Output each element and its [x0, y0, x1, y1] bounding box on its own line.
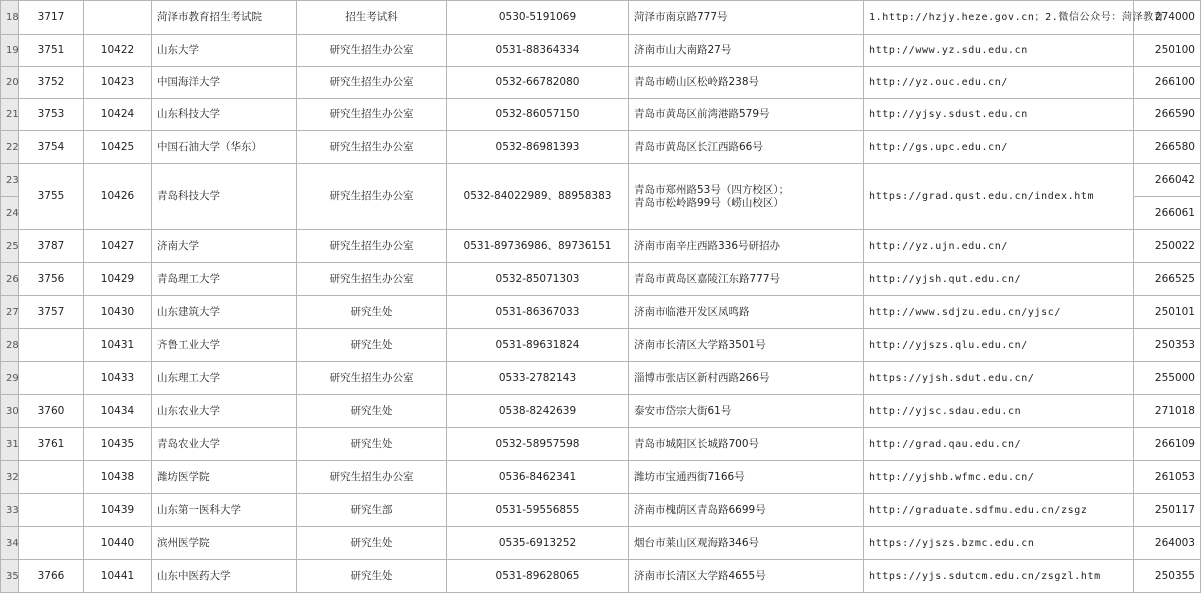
table-row [1, 296, 1201, 329]
cell-code[interactable] [19, 527, 84, 560]
cell-postal[interactable]: 250117 [1134, 494, 1201, 527]
cell-dept[interactable]: 研究生招生办公室 [297, 263, 447, 296]
row-header[interactable]: 26 [1, 263, 19, 296]
cell-site[interactable]: http://yjsy.sdust.edu.cn [864, 99, 1134, 131]
cell-code[interactable]: 3757 [19, 296, 84, 329]
row-header[interactable]: 34 [1, 527, 19, 560]
cell-addr[interactable]: 济南市槐荫区青岛路6699号 [629, 494, 864, 527]
cell-postal[interactable]: 261053 [1134, 461, 1201, 494]
cell-uni-code[interactable]: 10433 [84, 362, 152, 395]
cell-name[interactable]: 滨州医学院 [152, 527, 297, 560]
table-row [1, 99, 1201, 131]
address-line: 青岛市松岭路99号（崂山校区） [634, 196, 784, 209]
cell-code[interactable]: 3755 [19, 164, 84, 230]
cell-code[interactable] [19, 461, 84, 494]
row-header[interactable]: 20 [1, 67, 19, 99]
cell-uni-code[interactable]: 10441 [84, 560, 152, 593]
cell-name[interactable]: 菏泽市教育招生考试院 [152, 1, 297, 35]
cell-tel[interactable]: 0532-86981393 [447, 131, 629, 164]
cell-postal[interactable]: 266109 [1134, 428, 1201, 461]
cell-name[interactable]: 山东第一医科大学 [152, 494, 297, 527]
cell-uni-code[interactable]: 10423 [84, 67, 152, 99]
cell-dept[interactable]: 研究生处 [297, 395, 447, 428]
cell-tel[interactable]: 0533-2782143 [447, 362, 629, 395]
row-header[interactable]: 27 [1, 296, 19, 329]
cell-postal[interactable]: 264003 [1134, 527, 1201, 560]
cell-site[interactable]: http://yjsh.qut.edu.cn/ [864, 263, 1134, 296]
cell-uni-code[interactable]: 10427 [84, 230, 152, 263]
row-header[interactable]: 35 [1, 560, 19, 593]
cell-site[interactable]: http://gs.upc.edu.cn/ [864, 131, 1134, 164]
row-header[interactable]: 23 [1, 164, 19, 197]
cell-code[interactable] [19, 329, 84, 362]
cell-addr[interactable]: 潍坊市宝通西街7166号 [629, 461, 864, 494]
row-header[interactable]: 22 [1, 131, 19, 164]
row-header[interactable]: 33 [1, 494, 19, 527]
cell-postal[interactable]: 250101 [1134, 296, 1201, 329]
cell-addr[interactable]: 济南市长清区大学路4655号 [629, 560, 864, 593]
cell-tel[interactable]: 0531-89736986、89736151 [447, 230, 629, 263]
table-row [1, 35, 1201, 67]
cell-tel[interactable]: 0532-58957598 [447, 428, 629, 461]
cell-name[interactable]: 山东农业大学 [152, 395, 297, 428]
cell-dept[interactable]: 研究生处 [297, 329, 447, 362]
cell-dept[interactable]: 研究生处 [297, 527, 447, 560]
cell-dept[interactable]: 研究生处 [297, 428, 447, 461]
cell-code[interactable]: 3766 [19, 560, 84, 593]
cell-name[interactable]: 中国石油大学（华东） [152, 131, 297, 164]
cell-addr[interactable]: 青岛市黄岛区嘉陵江东路777号 [629, 263, 864, 296]
cell-uni-code[interactable]: 10431 [84, 329, 152, 362]
cell-uni-code[interactable]: 10439 [84, 494, 152, 527]
cell-code[interactable] [19, 494, 84, 527]
cell-addr[interactable]: 青岛市崂山区松岭路238号 [629, 67, 864, 99]
table-row [1, 329, 1201, 362]
cell-tel[interactable]: 0531-88364334 [447, 35, 629, 67]
row-header[interactable]: 25 [1, 230, 19, 263]
table-row [1, 494, 1201, 527]
cell-name[interactable]: 山东理工大学 [152, 362, 297, 395]
cell-site[interactable]: http://yjshb.wfmc.edu.cn/ [864, 461, 1134, 494]
table-row [1, 428, 1201, 461]
cell-dept[interactable]: 研究生招生办公室 [297, 99, 447, 131]
cell-dept[interactable]: 招生考试科 [297, 1, 447, 35]
row-header[interactable]: 24 [1, 197, 19, 230]
cell-dept[interactable]: 研究生招生办公室 [297, 131, 447, 164]
cell-site[interactable]: http://www.sdjzu.edu.cn/yjsc/ [864, 296, 1134, 329]
table-row [1, 560, 1201, 593]
cell-code[interactable]: 3787 [19, 230, 84, 263]
cell-addr[interactable]: 烟台市莱山区观海路346号 [629, 527, 864, 560]
cell-tel[interactable]: 0531-59556855 [447, 494, 629, 527]
cell-code[interactable]: 3756 [19, 263, 84, 296]
cell-addr[interactable]: 青岛市城阳区长城路700号 [629, 428, 864, 461]
cell-uni-code[interactable]: 10434 [84, 395, 152, 428]
cell-tel[interactable]: 0532-86057150 [447, 99, 629, 131]
cell-tel[interactable]: 0535-6913252 [447, 527, 629, 560]
cell-name[interactable]: 潍坊医学院 [152, 461, 297, 494]
cell-code[interactable]: 3752 [19, 67, 84, 99]
table-body [1, 1, 1201, 593]
cell-site[interactable]: http://yz.ujn.edu.cn/ [864, 230, 1134, 263]
cell-dept[interactable]: 研究生招生办公室 [297, 230, 447, 263]
cell-tel[interactable]: 0530-5191069 [447, 1, 629, 35]
cell-name[interactable]: 济南大学 [152, 230, 297, 263]
row-header[interactable]: 29 [1, 362, 19, 395]
cell-code[interactable]: 3754 [19, 131, 84, 164]
cell-site[interactable]: https://yjsh.sdut.edu.cn/ [864, 362, 1134, 395]
cell-postal[interactable]: 266042 [1134, 164, 1201, 197]
cell-code[interactable]: 3751 [19, 35, 84, 67]
cell-uni-code[interactable]: 10440 [84, 527, 152, 560]
row-header[interactable]: 31 [1, 428, 19, 461]
cell-tel[interactable]: 0538-8242639 [447, 395, 629, 428]
cell-uni-code[interactable]: 10438 [84, 461, 152, 494]
cell-tel[interactable]: 0531-89631824 [447, 329, 629, 362]
cell-uni-code[interactable]: 10424 [84, 99, 152, 131]
cell-postal[interactable]: 266580 [1134, 131, 1201, 164]
cell-name[interactable]: 青岛科技大学 [152, 164, 297, 230]
cell-code[interactable]: 3761 [19, 428, 84, 461]
cell-postal[interactable]: 250022 [1134, 230, 1201, 263]
cell-tel[interactable]: 0532-66782080 [447, 67, 629, 99]
cell-tel[interactable]: 0532-84022989、88958383 [447, 164, 629, 230]
cell-postal[interactable]: 266590 [1134, 99, 1201, 131]
cell-postal[interactable]: 266525 [1134, 263, 1201, 296]
table-row [1, 395, 1201, 428]
cell-dept[interactable]: 研究生招生办公室 [297, 164, 447, 230]
cell-dept[interactable]: 研究生处 [297, 560, 447, 593]
table-row [1, 263, 1201, 296]
cell-uni-code[interactable]: 10425 [84, 131, 152, 164]
cell-site[interactable]: http://yz.ouc.edu.cn/ [864, 67, 1134, 99]
cell-addr[interactable]: 淄博市张店区新村西路266号 [629, 362, 864, 395]
cell-name[interactable]: 青岛农业大学 [152, 428, 297, 461]
cell-site[interactable]: http://www.yz.sdu.edu.cn [864, 35, 1134, 67]
address-line: 青岛市郑州路53号（四方校区）； [634, 183, 790, 196]
cell-uni-code[interactable]: 10426 [84, 164, 152, 230]
cell-uni-code[interactable]: 10429 [84, 263, 152, 296]
cell-site[interactable]: http://yjszs.qlu.edu.cn/ [864, 329, 1134, 362]
cell-dept[interactable]: 研究生部 [297, 494, 447, 527]
cell-addr[interactable]: 济南市山大南路27号 [629, 35, 864, 67]
cell-name[interactable]: 山东大学 [152, 35, 297, 67]
cell-addr[interactable] [629, 164, 864, 230]
table-row [1, 131, 1201, 164]
cell-site[interactable]: https://yjs.sdutcm.edu.cn/zsgzl.htm [864, 560, 1134, 593]
table-row [1, 67, 1201, 99]
cell-postal[interactable]: 271018 [1134, 395, 1201, 428]
table-row [1, 164, 1201, 197]
cell-site[interactable]: http://graduate.sdfmu.edu.cn/zsgz [864, 494, 1134, 527]
cell-name[interactable]: 山东科技大学 [152, 99, 297, 131]
cell-site[interactable]: https://yjszs.bzmc.edu.cn [864, 527, 1134, 560]
cell-addr[interactable]: 青岛市黄岛区长江西路66号 [629, 131, 864, 164]
cell-site[interactable]: http://yjsc.sdau.edu.cn [864, 395, 1134, 428]
cell-tel[interactable]: 0532-85071303 [447, 263, 629, 296]
table-row [1, 1, 1201, 35]
cell-tel[interactable]: 0536-8462341 [447, 461, 629, 494]
table-row [1, 527, 1201, 560]
cell-name[interactable]: 青岛理工大学 [152, 263, 297, 296]
cell-name[interactable]: 山东中医药大学 [152, 560, 297, 593]
row-header[interactable]: 30 [1, 395, 19, 428]
cell-addr[interactable]: 青岛市黄岛区前湾港路579号 [629, 99, 864, 131]
row-header[interactable]: 28 [1, 329, 19, 362]
cell-uni-code[interactable] [84, 1, 152, 35]
cell-postal[interactable]: 250353 [1134, 329, 1201, 362]
cell-code[interactable]: 3760 [19, 395, 84, 428]
table-row [1, 461, 1201, 494]
cell-uni-code[interactable]: 10430 [84, 296, 152, 329]
cell-dept[interactable]: 研究生招生办公室 [297, 461, 447, 494]
cell-site[interactable]: 1.http://hzjy.heze.gov.cn；2.微信公众号：菏泽教育 [864, 1, 1134, 35]
cell-name[interactable]: 齐鲁工业大学 [152, 329, 297, 362]
cell-addr[interactable]: 济南市长清区大学路3501号 [629, 329, 864, 362]
cell-name[interactable]: 山东建筑大学 [152, 296, 297, 329]
cell-tel[interactable]: 0531-86367033 [447, 296, 629, 329]
cell-addr[interactable]: 济南市南辛庄西路336号研招办 [629, 230, 864, 263]
cell-uni-code[interactable]: 10422 [84, 35, 152, 67]
cell-dept[interactable]: 研究生招生办公室 [297, 362, 447, 395]
cell-postal[interactable]: 266061 [1134, 197, 1201, 230]
cell-postal[interactable]: 255000 [1134, 362, 1201, 395]
cell-postal[interactable]: 250100 [1134, 35, 1201, 67]
cell-tel[interactable]: 0531-89628065 [447, 560, 629, 593]
row-header[interactable]: 19 [1, 35, 19, 67]
table-row [1, 230, 1201, 263]
table-row [1, 362, 1201, 395]
row-header[interactable]: 32 [1, 461, 19, 494]
cell-code[interactable] [19, 362, 84, 395]
cell-code[interactable]: 3753 [19, 99, 84, 131]
cell-site[interactable]: https://grad.qust.edu.cn/index.htm [864, 164, 1134, 230]
row-header[interactable]: 18 [1, 1, 19, 35]
cell-dept[interactable]: 研究生招生办公室 [297, 67, 447, 99]
cell-dept[interactable]: 研究生处 [297, 296, 447, 329]
cell-addr[interactable]: 菏泽市南京路777号 [629, 1, 864, 35]
cell-postal[interactable]: 250355 [1134, 560, 1201, 593]
cell-name[interactable]: 中国海洋大学 [152, 67, 297, 99]
cell-addr[interactable]: 济南市临港开发区凤鸣路 [629, 296, 864, 329]
cell-site[interactable]: http://grad.qau.edu.cn/ [864, 428, 1134, 461]
cell-dept[interactable]: 研究生招生办公室 [297, 35, 447, 67]
cell-postal[interactable]: 266100 [1134, 67, 1201, 99]
cell-addr[interactable]: 泰安市岱宗大街61号 [629, 395, 864, 428]
row-header[interactable]: 21 [1, 99, 19, 131]
cell-postal[interactable]: 274000 [1134, 1, 1201, 35]
cell-code[interactable]: 3717 [19, 1, 84, 35]
cell-uni-code[interactable]: 10435 [84, 428, 152, 461]
